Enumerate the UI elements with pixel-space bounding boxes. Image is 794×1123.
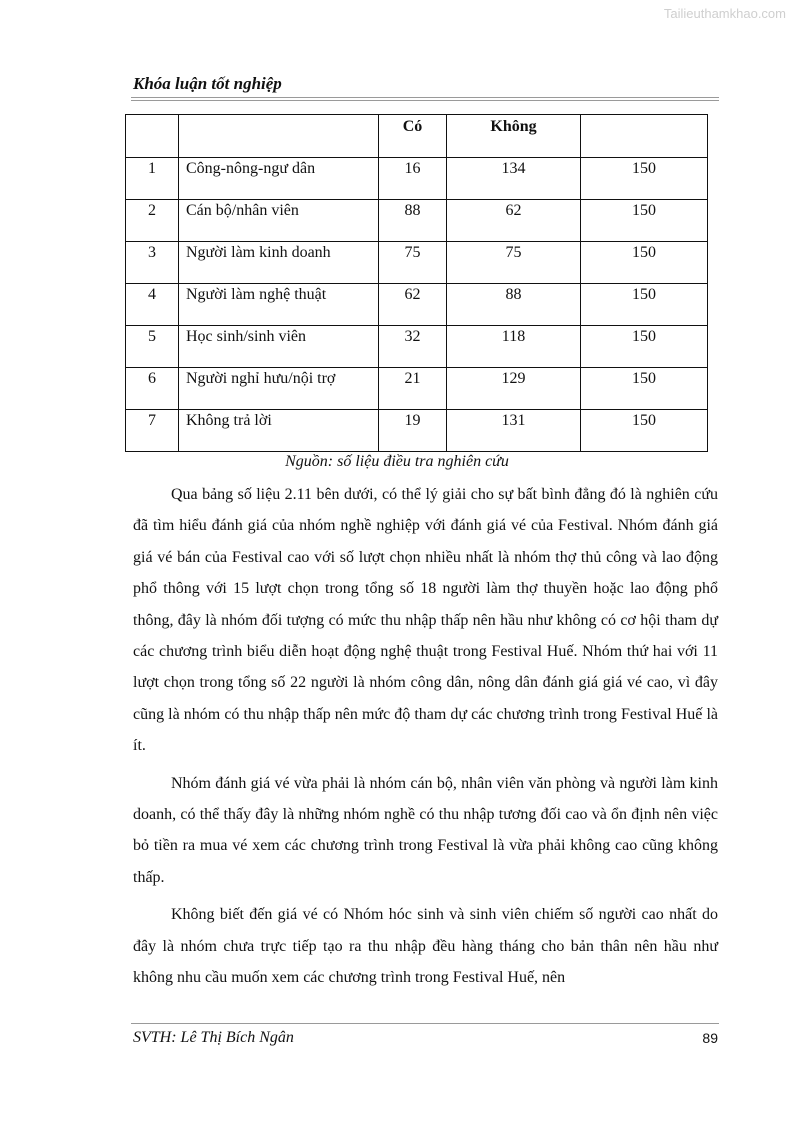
header-cell-total (581, 115, 708, 158)
row-total: 150 (581, 242, 708, 284)
row-no-count: 129 (447, 368, 581, 410)
row-no-count: 62 (447, 200, 581, 242)
paragraph: Nhóm đánh giá vé vừa phải là nhóm cán bộ, nhân viên văn phòng và người làm kinh doanh, có thể thấy đây là những nhóm nghề có thu nhập tương đối cao và ổn định nên việc bỏ tiền ra mua vé xem các chương trình trong Festival là vừa phải không cao cũng không thấp. (133, 774, 718, 886)
paragraph: Qua bảng số liệu 2.11 bên dưới, có thể lý giải cho sự bất bình đẳng đó là nghiên cứu đã tìm hiểu đánh giá của nhóm nghề nghiệp với đánh giá vé của Festival. Nhóm đánh giá giá vé bán của Festival cao với số lượt chọn nhiều nhất là nhóm thợ thủ công và lao động phổ thông với 15 lượt chọn trong tổng số 18 người làm thợ thuyền hoặc lao động phổ thông, đây là nhóm đối tượng có mức thu nhập thấp nên hầu như không có cơ hội tham dự các chương trình biểu diễn hoạt động nghệ thuật trong Festival Huế. Nhóm thứ hai với 11 lượt chọn trong tổng số 22 người là nhóm công dân, nông dân đánh giá giá vé cao, vì đây cũng là nhóm có thu nhập thấp nên mức độ tham dự các chương trình trong Festival Huế là ít. (133, 486, 718, 755)
row-group: Học sinh/sinh viên (179, 326, 379, 368)
row-yes: 62 (379, 284, 447, 326)
page-number: 89 (702, 1030, 718, 1046)
table-row (126, 158, 708, 200)
row-group: Người làm kinh doanh (179, 242, 379, 284)
row-group: Người nghỉ hưu/nội trợ (179, 368, 379, 410)
row-no-count: 75 (447, 242, 581, 284)
table-row (126, 284, 708, 326)
row-no-count: 134 (447, 158, 581, 200)
row-group: Cán bộ/nhân viên (179, 200, 379, 242)
row-group: Người làm nghệ thuật (179, 284, 379, 326)
header-cell-group (179, 115, 379, 158)
row-yes: 19 (379, 410, 447, 452)
row-yes: 75 (379, 242, 447, 284)
row-total: 150 (581, 158, 708, 200)
paragraph: Không biết đến giá vé có Nhóm hóc sinh và sinh viên chiếm số người cao nhất do đây là nhóm chưa trực tiếp tạo ra thu nhập đều hàng tháng cho bản thân nên hầu như không nhu cầu muốn xem các chương trình trong Festival Huế, nên (133, 906, 718, 987)
row-total: 150 (581, 326, 708, 368)
row-yes: 21 (379, 368, 447, 410)
row-total: 150 (581, 200, 708, 242)
row-yes: 32 (379, 326, 447, 368)
row-no-count: 131 (447, 410, 581, 452)
footer-author: SVTH: Lê Thị Bích Ngân (133, 1029, 294, 1046)
row-total: 150 (581, 410, 708, 452)
body-text (133, 479, 718, 1000)
row-yes: 16 (379, 158, 447, 200)
header-cell-no (126, 115, 179, 158)
table-row (126, 410, 708, 452)
header-cell-no-count: Không (447, 115, 581, 158)
footer-divider (131, 1023, 719, 1024)
row-total: 150 (581, 284, 708, 326)
row-group: Không trả lời (179, 410, 379, 452)
header-divider (131, 97, 719, 101)
header-title: Khóa luận tốt nghiệp (133, 74, 282, 93)
row-total: 150 (581, 368, 708, 410)
table-source-caption: Nguồn: số liệu điều tra nghiên cứu (285, 453, 509, 470)
row-number: 5 (126, 326, 179, 368)
table-row (126, 242, 708, 284)
row-no-count: 118 (447, 326, 581, 368)
table-row (126, 326, 708, 368)
row-number: 1 (126, 158, 179, 200)
watermark: Tailieuthamkhao.com (663, 6, 786, 21)
row-yes: 88 (379, 200, 447, 242)
row-number: 7 (126, 410, 179, 452)
row-number: 2 (126, 200, 179, 242)
table-row (126, 368, 708, 410)
table-row (126, 200, 708, 242)
header-cell-yes: Có (379, 115, 447, 158)
row-no-count: 88 (447, 284, 581, 326)
row-group: Công-nông-ngư dân (179, 158, 379, 200)
row-number: 4 (126, 284, 179, 326)
survey-table (125, 114, 708, 452)
table-header-row (126, 115, 708, 158)
row-number: 6 (126, 368, 179, 410)
row-number: 3 (126, 242, 179, 284)
